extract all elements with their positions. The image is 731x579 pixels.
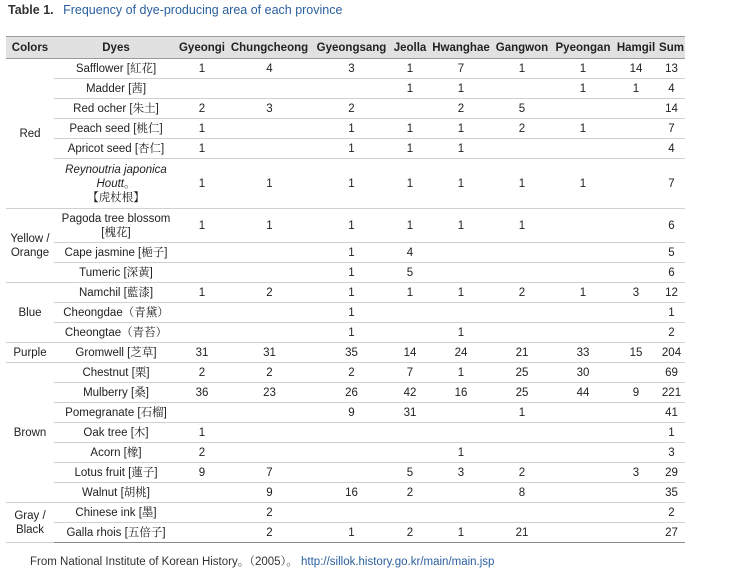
count-cell: 1 <box>178 59 226 79</box>
count-cell <box>492 503 552 523</box>
count-cell <box>492 303 552 323</box>
table-caption <box>8 3 342 17</box>
count-cell <box>390 323 430 343</box>
count-cell: 1 <box>492 209 552 243</box>
count-cell: 33 <box>552 343 614 363</box>
count-cell: 1 <box>390 159 430 209</box>
count-cell: 1 <box>430 159 492 209</box>
count-cell: 8 <box>492 483 552 503</box>
count-cell <box>552 323 614 343</box>
table-row <box>6 323 685 343</box>
dye-cell: Walnut [胡桃] <box>54 483 178 503</box>
count-cell: 25 <box>492 363 552 383</box>
count-cell: 1 <box>313 119 390 139</box>
count-cell: 9 <box>313 403 390 423</box>
count-cell <box>313 79 390 99</box>
count-cell <box>552 263 614 283</box>
count-cell: 1 <box>390 139 430 159</box>
count-cell <box>178 79 226 99</box>
count-cell: 1 <box>430 119 492 139</box>
header-gyeongi: Gyeongi <box>178 37 226 59</box>
count-cell <box>614 243 658 263</box>
count-cell: 2 <box>492 283 552 303</box>
count-cell: 31 <box>178 343 226 363</box>
count-cell: 7 <box>658 119 685 139</box>
header-sum: Sum <box>658 37 685 59</box>
count-cell: 1 <box>313 209 390 243</box>
dye-frequency-table <box>6 36 685 543</box>
dye-cell: Cape jasmine [梔子] <box>54 243 178 263</box>
count-cell: 1 <box>658 303 685 323</box>
count-cell: 1 <box>552 159 614 209</box>
caption-label: Table 1. <box>8 3 54 17</box>
count-cell: 1 <box>430 79 492 99</box>
count-cell <box>614 139 658 159</box>
count-cell <box>226 403 313 423</box>
count-cell: 7 <box>226 463 313 483</box>
count-cell: 1 <box>178 119 226 139</box>
count-cell <box>430 503 492 523</box>
count-cell <box>178 243 226 263</box>
count-cell: 2 <box>390 483 430 503</box>
count-cell: 3 <box>658 443 685 463</box>
count-cell: 36 <box>178 383 226 403</box>
count-cell <box>178 483 226 503</box>
count-cell <box>614 119 658 139</box>
count-cell: 2 <box>492 463 552 483</box>
count-cell: 1 <box>313 303 390 323</box>
table-row <box>6 383 685 403</box>
caption-title: Frequency of dye-producing area of each province <box>63 3 343 17</box>
count-cell: 1 <box>178 139 226 159</box>
dye-cell: Lotus fruit [蓮子] <box>54 463 178 483</box>
count-cell: 1 <box>178 159 226 209</box>
table-row <box>6 503 685 523</box>
source-text: From National Institute of Korean History。（2005）。 <box>30 556 298 568</box>
count-cell: 2 <box>178 363 226 383</box>
table-row <box>6 343 685 363</box>
count-cell: 25 <box>492 383 552 403</box>
count-cell: 24 <box>430 343 492 363</box>
count-cell: 41 <box>658 403 685 423</box>
count-cell: 1 <box>178 209 226 243</box>
count-cell: 14 <box>390 343 430 363</box>
dye-name-italic: Reynoutria japonica Houtt <box>65 163 167 190</box>
count-cell <box>614 503 658 523</box>
dye-cell <box>54 159 178 209</box>
count-cell <box>226 443 313 463</box>
count-cell: 2 <box>178 443 226 463</box>
table-row <box>6 209 685 243</box>
count-cell: 1 <box>430 283 492 303</box>
dye-cell: Oak tree [木] <box>54 423 178 443</box>
count-cell: 5 <box>658 243 685 263</box>
count-cell: 1 <box>390 79 430 99</box>
count-cell: 2 <box>226 283 313 303</box>
count-cell <box>614 423 658 443</box>
count-cell <box>178 403 226 423</box>
color-group-cell: Gray / Black <box>6 503 54 543</box>
count-cell: 9 <box>614 383 658 403</box>
count-cell: 16 <box>430 383 492 403</box>
count-cell: 6 <box>658 209 685 243</box>
count-cell: 29 <box>658 463 685 483</box>
header-hwanghae: Hwanghae <box>430 37 492 59</box>
count-cell <box>552 503 614 523</box>
dye-cell: Safflower [紅花] <box>54 59 178 79</box>
dye-name-suffix: 。 <box>124 177 136 190</box>
count-cell: 27 <box>658 523 685 543</box>
dye-cell: Apricot seed [杏仁] <box>54 139 178 159</box>
count-cell <box>226 79 313 99</box>
count-cell <box>313 503 390 523</box>
count-cell: 1 <box>390 59 430 79</box>
count-cell <box>552 243 614 263</box>
count-cell: 1 <box>390 209 430 243</box>
count-cell: 2 <box>658 323 685 343</box>
color-group-cell: Brown <box>6 363 54 503</box>
count-cell <box>552 463 614 483</box>
dye-cell: Chinese ink [墨] <box>54 503 178 523</box>
count-cell: 30 <box>552 363 614 383</box>
count-cell <box>614 443 658 463</box>
dye-cell: Galla rhois [五倍子] <box>54 523 178 543</box>
table-row <box>6 403 685 423</box>
count-cell <box>430 403 492 423</box>
count-cell <box>614 99 658 119</box>
count-cell <box>226 139 313 159</box>
table-row <box>6 523 685 543</box>
count-cell <box>390 303 430 323</box>
count-cell <box>178 523 226 543</box>
count-cell: 23 <box>226 383 313 403</box>
dye-name-line2: 【虎杖根】 <box>87 191 145 204</box>
count-cell: 14 <box>614 59 658 79</box>
count-cell: 5 <box>390 263 430 283</box>
count-cell <box>492 263 552 283</box>
count-cell: 31 <box>226 343 313 363</box>
table-header-row <box>6 37 685 59</box>
count-cell: 1 <box>226 159 313 209</box>
count-cell <box>313 423 390 443</box>
header-dyes: Dyes <box>54 37 178 59</box>
count-cell: 26 <box>313 383 390 403</box>
count-cell <box>552 523 614 543</box>
count-cell: 1 <box>552 119 614 139</box>
count-cell: 69 <box>658 363 685 383</box>
count-cell: 2 <box>313 99 390 119</box>
dye-cell: Gromwell [芝草] <box>54 343 178 363</box>
count-cell <box>614 403 658 423</box>
count-cell <box>226 323 313 343</box>
table-row <box>6 243 685 263</box>
dye-cell: Namchil [藍漆] <box>54 283 178 303</box>
count-cell <box>226 263 313 283</box>
count-cell: 35 <box>658 483 685 503</box>
count-cell <box>552 303 614 323</box>
table-row <box>6 303 685 323</box>
count-cell: 1 <box>390 119 430 139</box>
color-group-cell: Purple <box>6 343 54 363</box>
count-cell: 1 <box>552 79 614 99</box>
count-cell <box>492 323 552 343</box>
count-cell: 4 <box>390 243 430 263</box>
count-cell <box>492 243 552 263</box>
count-cell: 21 <box>492 343 552 363</box>
count-cell: 1 <box>390 283 430 303</box>
count-cell <box>614 323 658 343</box>
header-colors: Colors <box>6 37 54 59</box>
count-cell: 7 <box>390 363 430 383</box>
count-cell <box>430 303 492 323</box>
count-cell: 15 <box>614 343 658 363</box>
header-pyeongan: Pyeongan <box>552 37 614 59</box>
count-cell <box>552 483 614 503</box>
count-cell: 42 <box>390 383 430 403</box>
count-cell <box>552 423 614 443</box>
count-cell: 9 <box>226 483 313 503</box>
count-cell: 1 <box>313 283 390 303</box>
count-cell: 1 <box>313 243 390 263</box>
count-cell: 1 <box>492 59 552 79</box>
count-cell <box>552 139 614 159</box>
dye-cell: Cheongtae（青苔） <box>54 323 178 343</box>
count-cell: 1 <box>313 139 390 159</box>
count-cell: 5 <box>390 463 430 483</box>
count-cell: 2 <box>430 99 492 119</box>
count-cell <box>492 443 552 463</box>
count-cell: 6 <box>658 263 685 283</box>
count-cell <box>226 119 313 139</box>
header-gyeongsang: Gyeongsang <box>313 37 390 59</box>
dye-cell: Mulberry [桑] <box>54 383 178 403</box>
count-cell: 1 <box>313 323 390 343</box>
count-cell: 1 <box>178 283 226 303</box>
color-group-cell: Blue <box>6 283 54 343</box>
color-group-cell: Yellow / Orange <box>6 209 54 283</box>
count-cell: 2 <box>226 363 313 383</box>
header-gangwon: Gangwon <box>492 37 552 59</box>
table-row <box>6 283 685 303</box>
count-cell: 3 <box>313 59 390 79</box>
header-chungcheong: Chungcheong <box>226 37 313 59</box>
table-body <box>6 59 685 543</box>
count-cell <box>390 99 430 119</box>
count-cell <box>492 423 552 443</box>
count-cell: 7 <box>658 159 685 209</box>
count-cell: 1 <box>552 59 614 79</box>
color-group-cell: Red <box>6 59 54 209</box>
count-cell: 21 <box>492 523 552 543</box>
count-cell: 3 <box>614 283 658 303</box>
table-row <box>6 463 685 483</box>
count-cell: 7 <box>430 59 492 79</box>
count-cell: 16 <box>313 483 390 503</box>
table-row <box>6 159 685 209</box>
header-jeolla: Jeolla <box>390 37 430 59</box>
count-cell <box>178 323 226 343</box>
count-cell: 1 <box>313 159 390 209</box>
count-cell: 35 <box>313 343 390 363</box>
count-cell: 3 <box>430 463 492 483</box>
count-cell: 1 <box>492 403 552 423</box>
source-link[interactable]: http://sillok.history.go.kr/main/main.jsp <box>301 556 495 568</box>
count-cell <box>552 209 614 243</box>
count-cell: 1 <box>614 79 658 99</box>
count-cell: 1 <box>430 139 492 159</box>
count-cell <box>226 303 313 323</box>
count-cell <box>552 443 614 463</box>
count-cell: 1 <box>658 423 685 443</box>
count-cell: 204 <box>658 343 685 363</box>
count-cell <box>226 243 313 263</box>
table-row <box>6 443 685 463</box>
count-cell: 1 <box>430 323 492 343</box>
count-cell: 4 <box>226 59 313 79</box>
dye-cell: Acorn [橡] <box>54 443 178 463</box>
count-cell: 1 <box>178 423 226 443</box>
count-cell <box>614 523 658 543</box>
dye-cell: Peach seed [桃仁] <box>54 119 178 139</box>
count-cell: 3 <box>226 99 313 119</box>
count-cell: 1 <box>430 443 492 463</box>
count-cell <box>313 463 390 483</box>
count-cell: 1 <box>430 523 492 543</box>
dye-cell: Pomegranate [石榴] <box>54 403 178 423</box>
table-row <box>6 139 685 159</box>
table-row <box>6 99 685 119</box>
count-cell: 4 <box>658 79 685 99</box>
count-cell: 2 <box>178 99 226 119</box>
count-cell <box>492 79 552 99</box>
count-cell <box>226 423 313 443</box>
count-cell <box>430 483 492 503</box>
table-row <box>6 59 685 79</box>
count-cell: 2 <box>658 503 685 523</box>
count-cell: 1 <box>552 283 614 303</box>
count-cell: 1 <box>313 523 390 543</box>
count-cell: 221 <box>658 383 685 403</box>
count-cell <box>430 243 492 263</box>
table-row <box>6 363 685 383</box>
source-note <box>30 553 494 569</box>
count-cell: 2 <box>390 523 430 543</box>
count-cell <box>178 503 226 523</box>
count-cell <box>614 209 658 243</box>
table-row <box>6 79 685 99</box>
header-hamgil: Hamgil <box>614 37 658 59</box>
count-cell: 31 <box>390 403 430 423</box>
count-cell <box>430 423 492 443</box>
count-cell: 1 <box>313 263 390 283</box>
count-cell: 4 <box>658 139 685 159</box>
count-cell: 1 <box>430 209 492 243</box>
dye-cell: Tumeric [深黃] <box>54 263 178 283</box>
count-cell <box>178 303 226 323</box>
count-cell: 2 <box>492 119 552 139</box>
count-cell <box>614 303 658 323</box>
table-row <box>6 423 685 443</box>
table-row <box>6 119 685 139</box>
count-cell <box>430 263 492 283</box>
count-cell <box>614 363 658 383</box>
count-cell: 14 <box>658 99 685 119</box>
dye-cell: Cheongdae（青黛） <box>54 303 178 323</box>
count-cell <box>178 263 226 283</box>
count-cell: 44 <box>552 383 614 403</box>
count-cell: 13 <box>658 59 685 79</box>
count-cell: 2 <box>226 523 313 543</box>
count-cell: 1 <box>492 159 552 209</box>
count-cell: 3 <box>614 463 658 483</box>
count-cell: 1 <box>430 363 492 383</box>
count-cell <box>390 423 430 443</box>
count-cell <box>614 483 658 503</box>
count-cell <box>614 263 658 283</box>
count-cell: 2 <box>226 503 313 523</box>
table-row <box>6 263 685 283</box>
count-cell <box>552 403 614 423</box>
count-cell <box>614 159 658 209</box>
dye-cell: Madder [茜] <box>54 79 178 99</box>
count-cell: 9 <box>178 463 226 483</box>
dye-cell: Pagoda tree blossom [槐花] <box>54 209 178 243</box>
count-cell <box>313 443 390 463</box>
dye-cell: Chestnut [栗] <box>54 363 178 383</box>
table-row <box>6 483 685 503</box>
count-cell: 12 <box>658 283 685 303</box>
count-cell <box>492 139 552 159</box>
count-cell: 5 <box>492 99 552 119</box>
count-cell <box>552 99 614 119</box>
count-cell <box>390 503 430 523</box>
count-cell: 1 <box>226 209 313 243</box>
count-cell: 2 <box>313 363 390 383</box>
dye-cell: Red ocher [朱土] <box>54 99 178 119</box>
count-cell <box>390 443 430 463</box>
